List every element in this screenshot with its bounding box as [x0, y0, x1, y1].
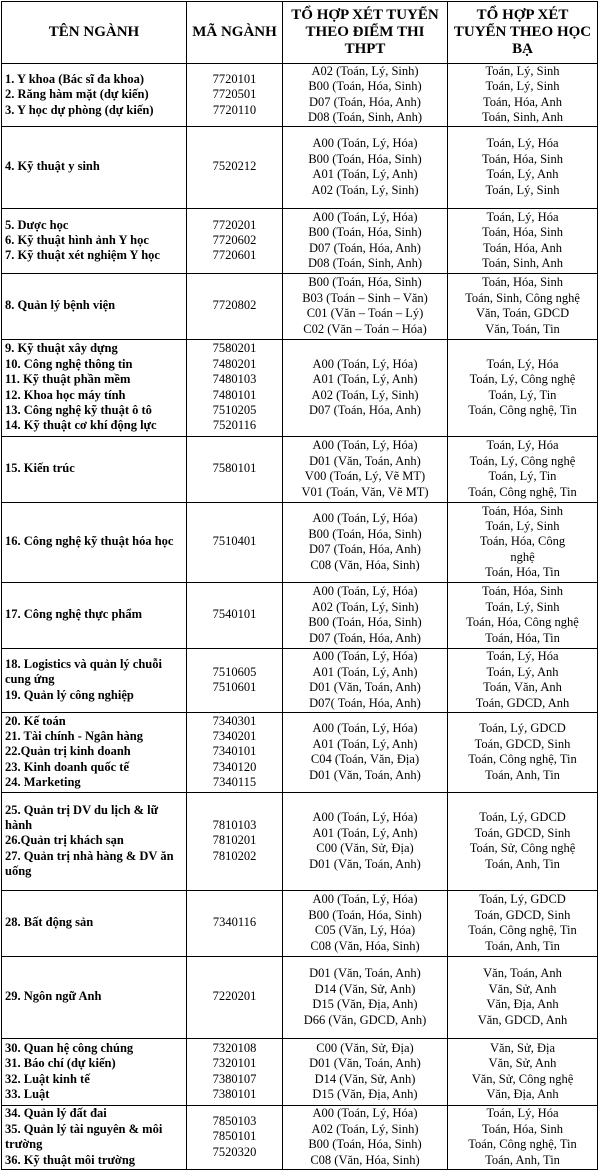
hocba-combo: Toán, GDCD, Sinh	[474, 825, 571, 840]
thpt-combos-cell	[283, 648, 448, 712]
major-names-cell	[2, 890, 187, 956]
major-code: 7480101	[212, 387, 257, 402]
thpt-combo: A01 (Toán, Lý, Anh)	[312, 167, 418, 182]
header-thpt-combos: TỔ HỢP XÉT TUYỂN THEO ĐIỂM THI THPT	[283, 2, 448, 64]
major-name: 18. Logistics và quản lý chuỗi	[5, 657, 162, 672]
hocba-combo: Văn, Địa, Anh	[486, 1087, 559, 1102]
major-codes-cell	[187, 956, 283, 1038]
thpt-combo: D14 (Văn, Sử, Anh)	[314, 981, 416, 996]
major-names-cell	[2, 64, 187, 127]
major-name: 7. Kỹ thuật xét nghiệm Y học	[5, 248, 160, 263]
hocba-combo: Toán, Hóa, Sinh	[481, 275, 564, 290]
table-row	[2, 1038, 598, 1105]
major-code: 7340201	[212, 729, 257, 744]
major-code: 7520320	[212, 1144, 257, 1159]
thpt-combo: A02 (Toán, Lý, Sinh)	[311, 64, 419, 78]
table-row	[2, 582, 598, 648]
major-code: 7810103	[212, 818, 257, 833]
major-code: 7720501	[212, 87, 257, 102]
major-code: 7340101	[212, 744, 257, 759]
hocba-combos-cell	[448, 436, 598, 502]
thpt-combo: A00 (Toán, Lý, Hóa)	[312, 584, 418, 599]
hocba-combo: Toán, Lý, Hóa	[486, 136, 559, 151]
major-name: 26.Quản trị khách sạn	[5, 833, 124, 848]
hocba-combo: Toán, Anh, Tin	[485, 856, 560, 871]
thpt-combo: D07 (Toán, Hóa, Anh)	[309, 542, 421, 557]
thpt-combo: B00 (Toán, Hóa, Sinh)	[308, 526, 422, 541]
hocba-combo: Toán, Hóa, Công	[479, 534, 566, 549]
thpt-combo: D14 (Văn, Sử, Anh)	[314, 1071, 416, 1086]
hocba-combo: Toán, Lý, GDCD	[479, 810, 566, 825]
major-code: 7580101	[212, 461, 257, 476]
hocba-combo: Toán, Lý, GDCD	[479, 721, 566, 736]
thpt-combos-cell	[283, 126, 448, 208]
thpt-combo: B00 (Toán, Hóa, Sinh)	[308, 907, 422, 922]
thpt-combo: A02 (Toán, Lý, Sinh)	[311, 599, 419, 614]
hocba-combo: Toán, Lý, Hóa	[486, 438, 559, 453]
header-hocba-combos: TỔ HỢP XÉT TUYỂN THEO HỌC BẠ	[448, 2, 598, 64]
major-names-cell	[2, 712, 187, 792]
hocba-combos-cell	[448, 1038, 598, 1105]
hocba-combo: Toán, Lý, Sinh	[485, 599, 560, 614]
hocba-combo: Toán, Công nghệ, Tin	[468, 403, 577, 418]
thpt-combos-cell	[283, 1105, 448, 1169]
thpt-combo: B00 (Toán, Hóa, Sinh)	[308, 151, 422, 166]
header-major-code: MÃ NGÀNH	[187, 2, 283, 64]
major-names-cell	[2, 792, 187, 890]
table-row	[2, 273, 598, 339]
major-names-cell	[2, 436, 187, 502]
thpt-combos-cell	[283, 712, 448, 792]
hocba-combo: Văn, Toán, GDCD	[475, 306, 570, 321]
major-name: uống	[5, 864, 32, 879]
hocba-combos-cell	[448, 64, 598, 127]
major-code: 7580201	[212, 341, 257, 356]
thpt-combo: D01 (Văn, Toán, Anh)	[309, 856, 421, 871]
thpt-combo: D01 (Văn, Toán, Anh)	[309, 680, 421, 695]
major-name: 31. Báo chí (dự kiến)	[5, 1056, 116, 1071]
major-name: 34. Quản lý đất đai	[5, 1106, 107, 1121]
thpt-combos-cell	[283, 502, 448, 582]
thpt-combo: D07 (Toán, Hóa, Anh)	[309, 94, 421, 109]
hocba-combos-cell	[448, 890, 598, 956]
major-code: 7380101	[212, 1087, 257, 1102]
hocba-combo: Toán, Lý, GDCD	[479, 892, 566, 907]
major-codes-cell	[187, 1105, 283, 1169]
major-name: 13. Công nghệ kỹ thuật ô tô	[5, 403, 152, 418]
thpt-combo: D08 (Toán, Sinh, Anh)	[307, 110, 423, 125]
major-code: 7510601	[212, 680, 257, 695]
major-code: 7340116	[212, 915, 257, 930]
hocba-combo: Toán, Sinh, Công nghệ	[465, 290, 580, 305]
hocba-combo: Toán, Lý, Sinh	[485, 64, 560, 78]
hocba-combo: Toán, Hóa, Sinh	[481, 151, 564, 166]
major-names-cell	[2, 956, 187, 1038]
major-name: 17. Công nghệ thực phẩm	[5, 607, 143, 622]
hocba-combo: Văn, Địa, Anh	[486, 997, 559, 1012]
major-name: 22.Quản trị kinh doanh	[5, 744, 131, 759]
thpt-combo: A00 (Toán, Lý, Hóa)	[312, 649, 418, 664]
major-code: 7720101	[212, 71, 257, 86]
thpt-combo: A00 (Toán, Lý, Hóa)	[312, 511, 418, 526]
hocba-combo: Toán, Hóa, Tin	[485, 630, 560, 645]
table-row	[2, 648, 598, 712]
major-codes-cell	[187, 436, 283, 502]
major-code: 7850103	[212, 1114, 257, 1129]
thpt-combo: C00 (Văn, Sử, Địa)	[316, 841, 414, 856]
thpt-combo: A01 (Toán, Lý, Anh)	[312, 825, 418, 840]
hocba-combo: Toán, Lý, Hóa	[486, 1106, 559, 1121]
major-code: 7510605	[212, 664, 257, 679]
hocba-combo: Toán, Lý, Sinh	[485, 519, 560, 534]
table-row	[2, 890, 598, 956]
major-codes-cell	[187, 339, 283, 436]
major-name: 28. Bất động sản	[5, 915, 94, 930]
hocba-combo: Văn, Sử, Anh	[488, 1056, 557, 1071]
major-code: 7510205	[212, 403, 257, 418]
hocba-combos-cell	[448, 339, 598, 436]
thpt-combo: C02 (Văn – Toán – Hóa)	[303, 321, 427, 336]
thpt-combo: A01 (Toán, Lý, Anh)	[312, 372, 418, 387]
hocba-combo: Toán, Hóa, Sinh	[481, 503, 564, 518]
thpt-combo: A02 (Toán, Lý, Sinh)	[311, 387, 419, 402]
major-name: 1. Y khoa (Bác sĩ đa khoa)	[5, 71, 145, 86]
thpt-combo: A02 (Toán, Lý, Sinh)	[311, 182, 419, 197]
hocba-combo: Toán, Anh, Tin	[485, 1152, 560, 1167]
major-codes-cell	[187, 502, 283, 582]
major-names-cell	[2, 126, 187, 208]
hocba-combos-cell	[448, 582, 598, 648]
thpt-combo: A01 (Toán, Lý, Anh)	[312, 736, 418, 751]
hocba-combo: Toán, GDCD, Sinh	[474, 907, 571, 922]
major-codes-cell	[187, 126, 283, 208]
thpt-combo: C08 (Văn, Hóa, Sinh)	[310, 557, 420, 572]
thpt-combo: B00 (Toán, Hóa, Sinh)	[308, 1137, 422, 1152]
major-name: 30. Quan hệ công chúng	[5, 1040, 134, 1055]
major-name: 23. Kinh doanh quốc tế	[5, 759, 129, 774]
thpt-combo: D15 (Văn, Địa, Anh)	[312, 997, 418, 1012]
hocba-combo: Toán, Anh, Tin	[485, 938, 560, 953]
thpt-combo: A00 (Toán, Lý, Hóa)	[312, 136, 418, 151]
major-name: trường	[5, 1137, 43, 1152]
hocba-combo: Toán, Văn, Anh	[483, 680, 562, 695]
thpt-combo: D07 (Toán, Hóa, Anh)	[309, 403, 421, 418]
major-code: 7720601	[212, 248, 257, 263]
major-name: 6. Kỹ thuật hình ảnh Y học	[5, 232, 149, 247]
major-code: 7510401	[212, 534, 257, 549]
hocba-combo: Toán, Lý, Anh	[486, 664, 559, 679]
thpt-combo: C01 (Văn – Toán – Lý)	[306, 306, 424, 321]
thpt-combo: C08 (Văn, Hóa, Sinh)	[310, 1152, 420, 1167]
hocba-combo: Toán, Hóa, Công nghệ	[466, 615, 579, 630]
thpt-combo: B03 (Toán – Sinh – Văn)	[302, 290, 428, 305]
thpt-combo: C08 (Văn, Hóa, Sinh)	[310, 938, 420, 953]
major-name: 36. Kỹ thuật môi trường	[5, 1152, 136, 1167]
thpt-combos-cell	[283, 339, 448, 436]
major-codes-cell	[187, 208, 283, 273]
hocba-combo: Toán, Hóa, Anh	[483, 94, 562, 109]
major-codes-cell	[187, 1038, 283, 1105]
thpt-combos-cell	[283, 956, 448, 1038]
major-name: 10. Công nghệ thông tin	[5, 356, 133, 371]
major-name: 3. Y học dự phòng (dự kiến)	[5, 102, 154, 117]
hocba-combo: Toán, Hóa, Anh	[483, 240, 562, 255]
major-code: 7810201	[212, 833, 257, 848]
major-code: 7220201	[212, 989, 257, 1004]
major-name: 24. Marketing	[5, 775, 81, 790]
hocba-combo: Toán, Lý, Công nghệ	[469, 453, 576, 468]
hocba-combo: nghệ	[510, 549, 535, 564]
major-code: 7720110	[212, 102, 257, 117]
major-code: 7520116	[212, 418, 257, 433]
hocba-combo: Toán, Anh, Tin	[485, 767, 560, 782]
major-name: 27. Quản trị nhà hàng & DV ăn	[5, 848, 174, 863]
thpt-combo: A00 (Toán, Lý, Hóa)	[312, 810, 418, 825]
major-name: 9. Kỹ thuật xây dựng	[5, 341, 118, 356]
major-name: 2. Răng hàm mặt (dự kiến)	[5, 87, 149, 102]
major-code: 7850101	[212, 1129, 257, 1144]
major-names-cell	[2, 208, 187, 273]
table-row	[2, 956, 598, 1038]
major-names-cell	[2, 502, 187, 582]
table-row	[2, 126, 598, 208]
thpt-combo: A00 (Toán, Lý, Hóa)	[312, 209, 418, 224]
major-name: 12. Khoa học máy tính	[5, 387, 126, 402]
major-code: 7340120	[212, 759, 257, 774]
table-body	[2, 64, 598, 1170]
major-name: 32. Luật kinh tế	[5, 1071, 90, 1086]
hocba-combos-cell	[448, 502, 598, 582]
thpt-combo: D01 (Văn, Toán, Anh)	[309, 453, 421, 468]
major-code: 7320101	[212, 1056, 257, 1071]
hocba-combo: Toán, Công nghệ, Tin	[468, 1137, 577, 1152]
table-row	[2, 64, 598, 127]
hocba-combo: Toán, Công nghệ, Tin	[468, 484, 577, 499]
thpt-combo: C05 (Văn, Lý, Hóa)	[314, 923, 416, 938]
major-codes-cell	[187, 890, 283, 956]
hocba-combos-cell	[448, 208, 598, 273]
major-codes-cell	[187, 792, 283, 890]
thpt-combo: D08 (Toán, Sinh, Anh)	[307, 256, 423, 271]
thpt-combos-cell	[283, 582, 448, 648]
major-name: hành	[5, 818, 33, 833]
hocba-combo: Toán, GDCD, Sinh	[474, 736, 571, 751]
thpt-combo: A00 (Toán, Lý, Hóa)	[312, 1106, 418, 1121]
thpt-combo: B00 (Toán, Hóa, Sinh)	[308, 615, 422, 630]
hocba-combo: Toán, Lý, Hóa	[486, 209, 559, 224]
thpt-combo: A02 (Toán, Lý, Sinh)	[311, 1121, 419, 1136]
thpt-combo: D66 (Văn, GDCD, Anh)	[303, 1012, 427, 1027]
major-name: 16. Công nghệ kỹ thuật hóa học	[5, 534, 174, 549]
major-code: 7540101	[212, 607, 257, 622]
hocba-combo: Toán, Lý, Sinh	[485, 79, 560, 94]
hocba-combo: Toán, Hóa, Sinh	[481, 584, 564, 599]
thpt-combos-cell	[283, 208, 448, 273]
thpt-combo: B00 (Toán, Hóa, Sinh)	[308, 275, 422, 290]
thpt-combo: D07( Toán, Hóa, Anh)	[309, 695, 421, 710]
hocba-combo: Văn, Sử, Công nghệ	[471, 1071, 574, 1086]
hocba-combo: Toán, Sử, Công nghệ	[469, 841, 576, 856]
hocba-combos-cell	[448, 1105, 598, 1169]
thpt-combo: D01 (Văn, Toán, Anh)	[309, 966, 421, 981]
thpt-combo: B00 (Toán, Hóa, Sinh)	[308, 225, 422, 240]
hocba-combo: Toán, Lý, Sinh	[485, 182, 560, 197]
hocba-combo: Toán, Lý, Anh	[486, 167, 559, 182]
table-row	[2, 1105, 598, 1169]
hocba-combos-cell	[448, 126, 598, 208]
major-name: 11. Kỹ thuật phần mềm	[5, 372, 131, 387]
thpt-combo: A00 (Toán, Lý, Hóa)	[312, 721, 418, 736]
major-codes-cell	[187, 273, 283, 339]
major-name: 14. Kỹ thuật cơ khí động lực	[5, 418, 157, 433]
major-names-cell	[2, 582, 187, 648]
thpt-combos-cell	[283, 890, 448, 956]
hocba-combo: Toán, Sinh, Anh	[481, 256, 564, 271]
hocba-combos-cell	[448, 648, 598, 712]
major-code: 7720602	[212, 232, 257, 247]
thpt-combo: A00 (Toán, Lý, Hóa)	[312, 356, 418, 371]
major-code: 7720201	[212, 217, 257, 232]
major-names-cell	[2, 648, 187, 712]
hocba-combo: Toán, Công nghệ, Tin	[468, 923, 577, 938]
thpt-combo: V01 (Toán, Văn, Vẽ MT)	[301, 484, 429, 499]
major-code: 7320108	[212, 1040, 257, 1055]
major-code: 7520212	[212, 159, 257, 174]
thpt-combo: A00 (Toán, Lý, Hóa)	[312, 438, 418, 453]
table-row	[2, 792, 598, 890]
thpt-combo: A01 (Toán, Lý, Anh)	[312, 664, 418, 679]
hocba-combo: Toán, Lý, Tin	[488, 469, 557, 484]
major-name: 25. Quản trị DV du lịch & lữ	[5, 802, 159, 817]
thpt-combo: C04 (Toán, Văn, Địa)	[310, 752, 420, 767]
major-codes-cell	[187, 712, 283, 792]
header-major-name: TÊN NGÀNH	[2, 2, 187, 64]
admission-table	[1, 1, 598, 1170]
table-row	[2, 502, 598, 582]
major-name: 15. Kiến trúc	[5, 461, 75, 476]
thpt-combos-cell	[283, 792, 448, 890]
major-name: 8. Quản lý bệnh viện	[5, 298, 116, 313]
major-code: 7480103	[212, 372, 257, 387]
thpt-combo: A00 (Toán, Lý, Hóa)	[312, 892, 418, 907]
hocba-combo: Toán, Sinh, Anh	[481, 110, 564, 125]
major-names-cell	[2, 1038, 187, 1105]
major-code: 7380107	[212, 1071, 257, 1086]
hocba-combo: Toán, Lý, Hóa	[486, 356, 559, 371]
hocba-combos-cell	[448, 273, 598, 339]
hocba-combos-cell	[448, 792, 598, 890]
thpt-combo: D07 (Toán, Hóa, Anh)	[309, 240, 421, 255]
hocba-combo: Toán, Hóa, Sinh	[481, 225, 564, 240]
thpt-combo: B00 (Toán, Hóa, Sinh)	[308, 79, 422, 94]
major-codes-cell	[187, 64, 283, 127]
table-row	[2, 436, 598, 502]
major-code: 7720802	[212, 298, 257, 313]
major-codes-cell	[187, 582, 283, 648]
hocba-combo: Văn, Sử, Địa	[489, 1040, 556, 1055]
hocba-combo: Văn, GDCD, Anh	[477, 1012, 568, 1027]
thpt-combos-cell	[283, 273, 448, 339]
hocba-combo: Văn, Toán, Tin	[485, 321, 560, 336]
major-names-cell	[2, 1105, 187, 1169]
hocba-combo: Toán, Hóa, Tin	[485, 565, 560, 580]
hocba-combo: Toán, Công nghệ, Tin	[468, 752, 577, 767]
major-name: 29. Ngôn ngữ Anh	[5, 989, 102, 1004]
table-row	[2, 208, 598, 273]
thpt-combo: D07 (Toán, Hóa, Anh)	[309, 630, 421, 645]
table-row	[2, 339, 598, 436]
major-code: 7480201	[212, 356, 257, 371]
major-name: cung ứng	[5, 672, 55, 687]
thpt-combos-cell	[283, 436, 448, 502]
table-row	[2, 712, 598, 792]
hocba-combo: Toán, Lý, Công nghệ	[469, 372, 576, 387]
major-name: 20. Kế toán	[5, 713, 66, 728]
major-name: 4. Kỹ thuật y sinh	[5, 159, 100, 174]
hocba-combo: Toán, Lý, Tin	[488, 387, 557, 402]
major-names-cell	[2, 339, 187, 436]
hocba-combo: Văn, Sử, Anh	[488, 981, 557, 996]
major-code: 7340301	[212, 713, 257, 728]
thpt-combos-cell	[283, 64, 448, 127]
thpt-combos-cell	[283, 1038, 448, 1105]
major-code: 7810202	[212, 848, 257, 863]
major-name: 33. Luật	[5, 1087, 50, 1102]
header-row	[2, 2, 598, 64]
major-code: 7340115	[212, 775, 257, 790]
hocba-combos-cell	[448, 956, 598, 1038]
major-name: 21. Tài chính - Ngân hàng	[5, 729, 144, 744]
thpt-combo: C00 (Văn, Sử, Địa)	[316, 1040, 414, 1055]
hocba-combo: Văn, Toán, Anh	[483, 966, 562, 981]
major-codes-cell	[187, 648, 283, 712]
major-name: 35. Quản lý tài nguyên & môi	[5, 1121, 163, 1136]
major-name: 19. Quản lý công nghiệp	[5, 687, 134, 702]
thpt-combo: D15 (Văn, Địa, Anh)	[312, 1087, 418, 1102]
major-name: 5. Dược học	[5, 217, 69, 232]
thpt-combo: V00 (Toán, Lý, Vẽ MT)	[304, 469, 426, 484]
thpt-combo: D01 (Văn, Toán, Anh)	[309, 767, 421, 782]
major-names-cell	[2, 273, 187, 339]
thpt-combo: D01 (Văn, Toán, Anh)	[309, 1056, 421, 1071]
hocba-combos-cell	[448, 712, 598, 792]
hocba-combo: Toán, GDCD, Anh	[475, 695, 570, 710]
hocba-combo: Toán, Lý, Hóa	[486, 649, 559, 664]
hocba-combo: Toán, Hóa, Sinh	[481, 1121, 564, 1136]
